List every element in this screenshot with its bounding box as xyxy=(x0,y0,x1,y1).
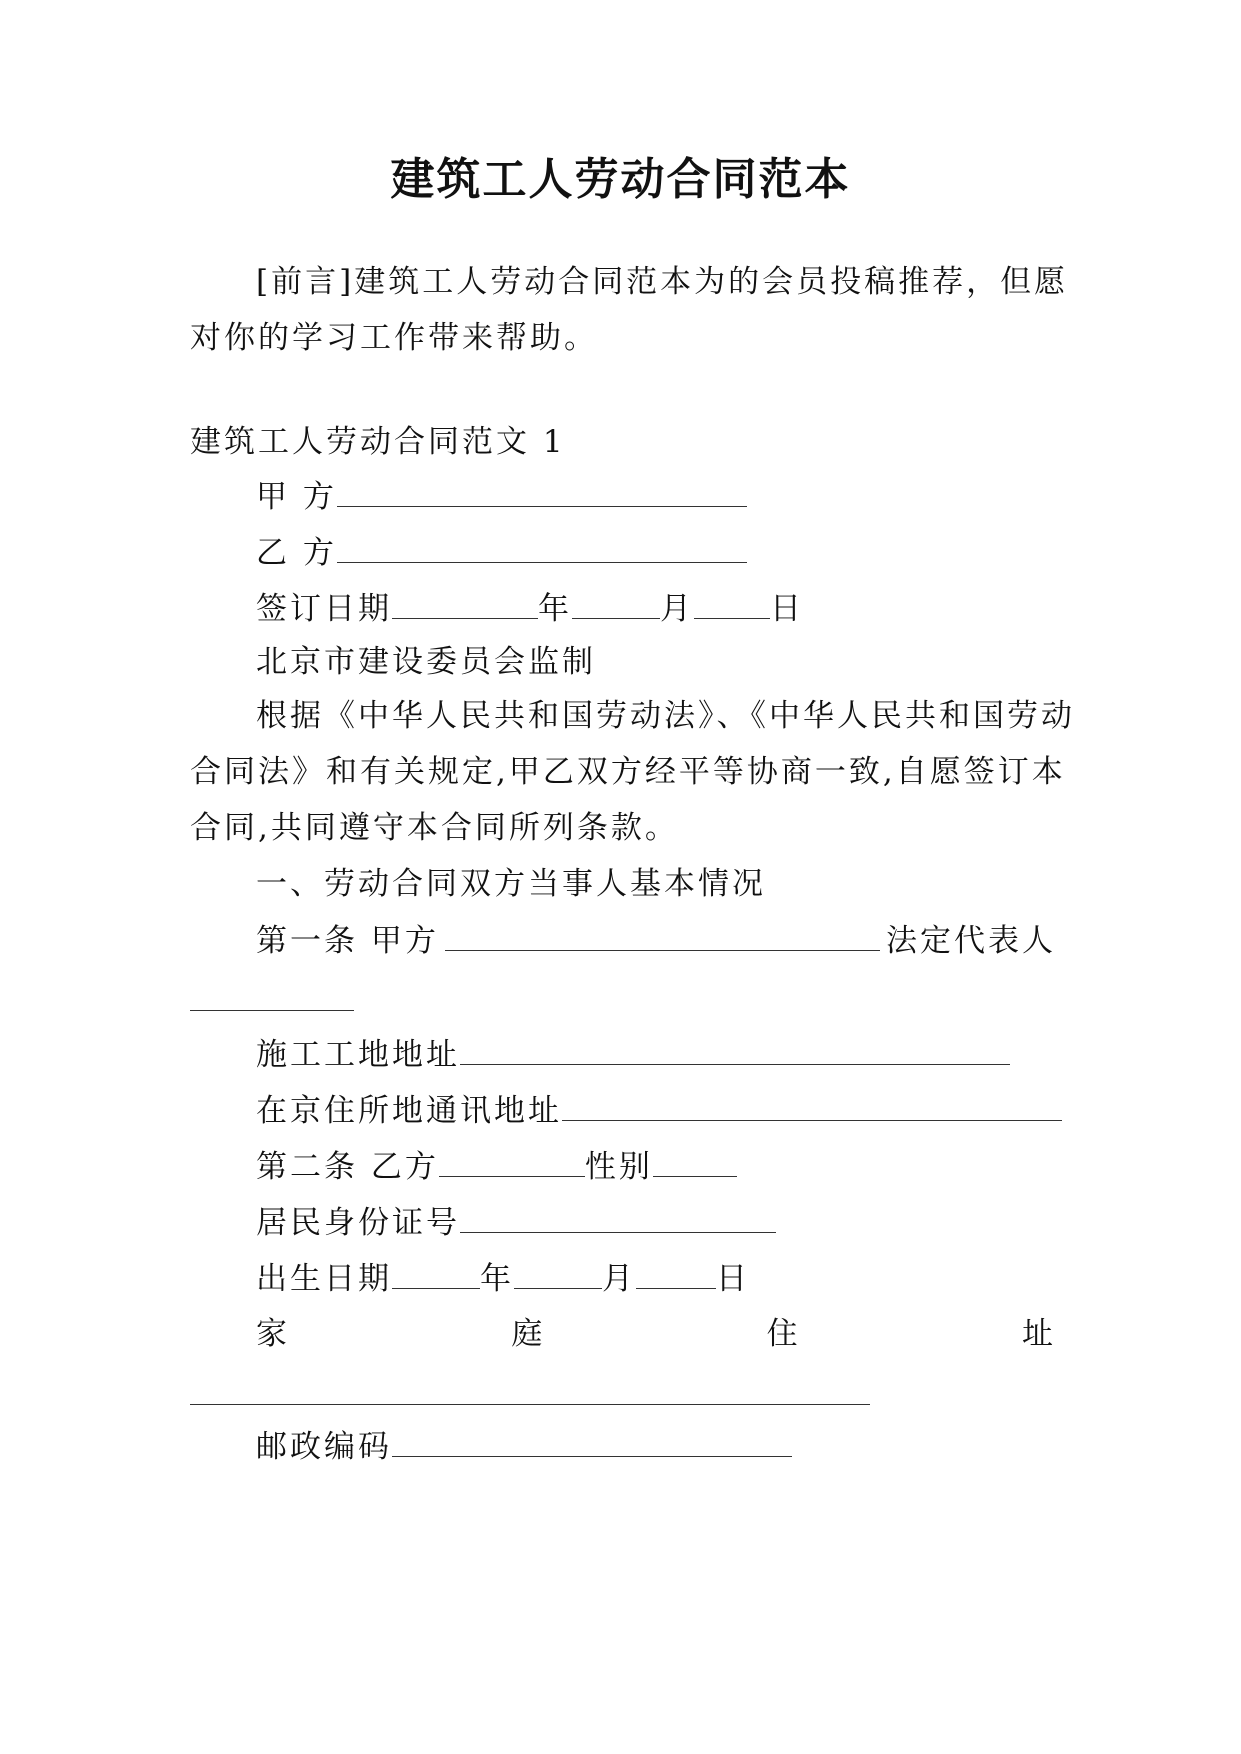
birth-year-label: 年 xyxy=(480,1261,514,1297)
beijing-address-label: 在京住所地通讯地址 xyxy=(256,1093,562,1129)
gender-label: 性别 xyxy=(584,1149,653,1185)
sign-date-line xyxy=(256,588,804,629)
birth-day-label: 日 xyxy=(716,1261,750,1297)
document-title: 建筑工人劳动合同范本 xyxy=(390,154,851,205)
party-a-line xyxy=(256,476,747,517)
supervisor-line: 北京市建设委员会监制 xyxy=(256,644,596,680)
basis-line-2: 合同法》和有关规定,甲乙双方经平等协商一致,自愿签订本 xyxy=(190,754,1066,790)
legal-rep-blank xyxy=(190,1010,354,1011)
birth-year-blank xyxy=(392,1258,480,1289)
birth-date-label: 出生日期 xyxy=(256,1261,392,1297)
sign-year-label: 年 xyxy=(538,591,572,627)
site-address-label: 施工工地地址 xyxy=(256,1037,460,1073)
beijing-address-line xyxy=(256,1090,1062,1131)
site-address-blank xyxy=(460,1034,1010,1065)
postcode-label: 邮政编码 xyxy=(256,1429,392,1465)
party-a-blank xyxy=(337,476,747,507)
postcode-line xyxy=(256,1426,792,1467)
party-b-label: 乙 方 xyxy=(256,535,337,571)
id-number-blank xyxy=(460,1202,776,1233)
article-2-label: 第二条 乙方 xyxy=(256,1149,439,1185)
basis-line-3: 合同,共同遵守本合同所列条款。 xyxy=(190,810,679,846)
home-address-char-2: 庭 xyxy=(511,1316,546,1352)
chapter-1-heading: 一、劳动合同双方当事人基本情况 xyxy=(256,866,766,902)
party-b-name-blank xyxy=(439,1146,585,1177)
preface-line-1: [前言]建筑工人劳动合同范本为的会员投稿推荐，但愿 xyxy=(256,264,1069,300)
home-address-line xyxy=(256,1314,1056,1354)
article-2-line xyxy=(256,1146,737,1187)
preface-line-2: 对你的学习工作带来帮助。 xyxy=(190,320,598,356)
sign-month-label: 月 xyxy=(660,591,694,627)
birth-month-label: 月 xyxy=(602,1261,636,1297)
beijing-address-blank xyxy=(562,1090,1062,1121)
birth-month-blank xyxy=(514,1258,602,1289)
sign-year-blank xyxy=(392,588,538,619)
sign-day-label: 日 xyxy=(770,591,804,627)
party-b-line xyxy=(256,532,747,573)
site-address-line xyxy=(256,1034,1010,1075)
sign-day-blank xyxy=(694,588,770,619)
party-b-blank xyxy=(337,532,747,563)
birth-date-line xyxy=(256,1258,750,1299)
party-a-name-blank xyxy=(445,920,880,951)
basis-line-1: 根据《中华人民共和国劳动法》、《中华人民共和国劳动 xyxy=(256,698,1075,734)
id-number-label: 居民身份证号 xyxy=(256,1205,460,1241)
gender-blank xyxy=(653,1146,737,1177)
home-address-char-1: 家 xyxy=(256,1316,290,1352)
birth-day-blank xyxy=(636,1258,716,1289)
party-a-label: 甲 方 xyxy=(256,479,337,515)
article-1-label: 第一条 甲方 xyxy=(256,923,439,959)
postcode-blank xyxy=(392,1426,792,1457)
id-number-line xyxy=(256,1202,776,1243)
section-title: 建筑工人劳动合同范文 1 xyxy=(190,424,566,460)
legal-rep-label: 法定代表人 xyxy=(886,923,1056,959)
sign-month-blank xyxy=(572,588,660,619)
article-1-line xyxy=(256,920,1056,961)
home-address-char-4: 址 xyxy=(1021,1316,1056,1352)
home-address-blank xyxy=(190,1404,870,1405)
sign-date-label: 签订日期 xyxy=(256,591,392,627)
home-address-char-3: 住 xyxy=(766,1316,801,1352)
